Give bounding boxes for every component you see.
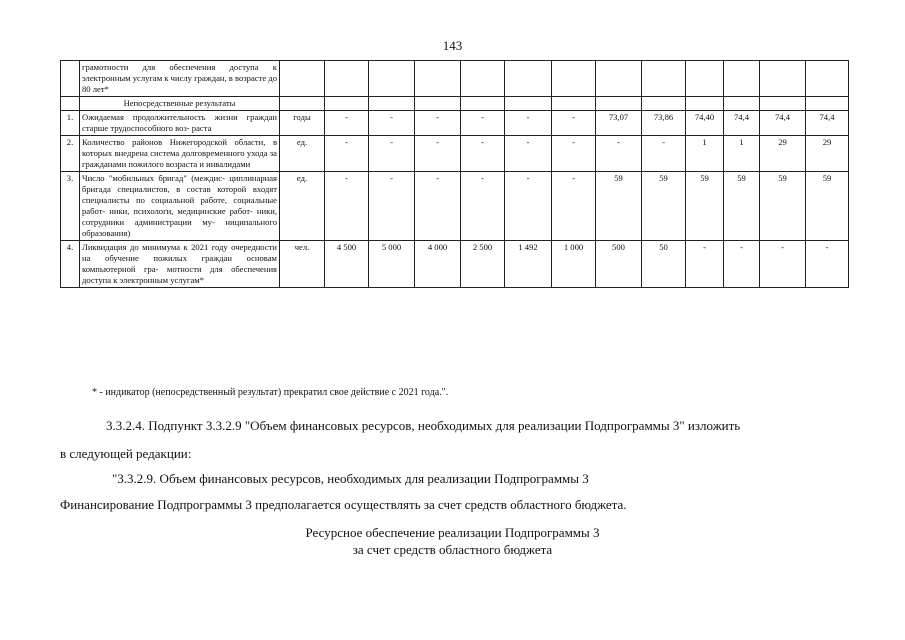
table-cell: [596, 97, 642, 111]
resource-heading-line-1: Ресурсное обеспечение реализации Подпрограммы 3: [305, 525, 600, 540]
table-row: [61, 172, 849, 241]
table-cell: -: [369, 172, 415, 241]
table-cell: [552, 61, 596, 97]
table-cell: [415, 61, 461, 97]
table-cell: [642, 61, 686, 97]
table-cell: [505, 61, 552, 97]
table-cell: [806, 61, 849, 97]
table-row: [61, 61, 849, 97]
table-cell: -: [552, 111, 596, 136]
table-cell: [325, 97, 369, 111]
table-cell: -: [461, 136, 505, 172]
table-cell: 5 000: [369, 241, 415, 288]
indicators-table: [60, 60, 849, 288]
table-cell: [325, 61, 369, 97]
row-description: грамотности для обеспечения доступа к электронным услугам к числу граждан, в возрасте до 80 лет*: [80, 61, 280, 97]
row-unit: ед.: [280, 136, 325, 172]
table-cell: 59: [760, 172, 806, 241]
row-unit: годы: [280, 111, 325, 136]
table-cell: -: [806, 241, 849, 288]
table-cell: -: [461, 111, 505, 136]
table-cell: [61, 97, 80, 111]
row-number: 1.: [61, 111, 80, 136]
table-cell: 50: [642, 241, 686, 288]
table-cell: -: [505, 136, 552, 172]
resource-heading-line-2: за счет средств областного бюджета: [352, 542, 553, 557]
table-row: [61, 111, 849, 136]
table-cell: 59: [724, 172, 760, 241]
table-cell: 74,40: [686, 111, 724, 136]
table-cell: [806, 97, 849, 111]
table-cell: -: [760, 241, 806, 288]
table-cell: -: [642, 136, 686, 172]
table-cell: -: [505, 172, 552, 241]
table-cell: -: [325, 172, 369, 241]
table-cell: 59: [596, 172, 642, 241]
row-number: 4.: [61, 241, 80, 288]
table-cell: -: [369, 111, 415, 136]
table-cell: [686, 61, 724, 97]
table-cell: [280, 97, 325, 111]
table-cell: [760, 97, 806, 111]
table-cell: 500: [596, 241, 642, 288]
table-cell: [61, 61, 80, 97]
table-cell: -: [686, 241, 724, 288]
table-footnote: * - индикатор (непосредственный результат) прекратил свое действие с 2021 года.".: [92, 387, 449, 398]
table-cell: 4 000: [415, 241, 461, 288]
table-cell: [369, 97, 415, 111]
table-cell: 59: [686, 172, 724, 241]
paragraph-amendment: 3.3.2.4. Подпункт 3.3.2.9 "Объем финансовых ресурсов, необходимых для реализации Подпрограммы 3" изложить: [106, 418, 741, 433]
table-cell: 74,4: [806, 111, 849, 136]
table-cell: -: [596, 136, 642, 172]
page-number: 143: [442, 38, 463, 53]
table-cell: 73,86: [642, 111, 686, 136]
row-unit: чел.: [280, 241, 325, 288]
table-cell: -: [369, 136, 415, 172]
table-cell: -: [552, 136, 596, 172]
table-cell: 29: [760, 136, 806, 172]
table-cell: [461, 61, 505, 97]
row-description: Ликвидация до минимума к 2021 году очередности на обучение пожилых граждан основам компьютерной гра- мотности для обеспечения доступа к электронным услугам*: [80, 241, 280, 288]
table-row: [61, 241, 849, 288]
table-cell: [369, 61, 415, 97]
row-description: Ожидаемая продолжительность жизни граждан старше трудоспособного воз- раста: [80, 111, 280, 136]
table-row: [61, 136, 849, 172]
table-cell: 1 000: [552, 241, 596, 288]
row-number: 3.: [61, 172, 80, 241]
table-cell: -: [505, 111, 552, 136]
row-unit: [280, 61, 325, 97]
row-description: Количество районов Нижегородской области, в которых внедрена система долговременного ухода за гражданами пожилого возраста и инвалидами: [80, 136, 280, 172]
table-cell: [642, 97, 686, 111]
table-cell: 74,4: [724, 111, 760, 136]
table-cell: [760, 61, 806, 97]
paragraph-financing: Финансирование Подпрограммы 3 предполагается осуществлять за счет средств областного бюджета.: [60, 497, 627, 512]
table-cell: [552, 97, 596, 111]
table-cell: 59: [806, 172, 849, 241]
table-cell: -: [325, 136, 369, 172]
table-cell: -: [415, 172, 461, 241]
table-cell: -: [461, 172, 505, 241]
table-cell: -: [415, 111, 461, 136]
table-cell: [724, 97, 760, 111]
table-cell: 4 500: [325, 241, 369, 288]
table-cell: 74,4: [760, 111, 806, 136]
paragraph-quoted-subsection: "3.3.2.9. Объем финансовых ресурсов, необходимых для реализации Подпрограммы 3: [112, 471, 589, 486]
table-cell: -: [325, 111, 369, 136]
table-cell: 73,07: [596, 111, 642, 136]
table-cell: 59: [642, 172, 686, 241]
row-description: Число "мобильных бригад" (междис- циплинарная бригада специалистов, в состав которой входят специалисты по социальной работе, социальные работ- ники, психологи, медицинские работ- ники, сотрудники администрации му- ниципального образования): [80, 172, 280, 241]
table-cell: [461, 97, 505, 111]
table-cell: 29: [806, 136, 849, 172]
table-cell: [686, 97, 724, 111]
table-cell: -: [415, 136, 461, 172]
table-cell: [505, 97, 552, 111]
table-cell: -: [552, 172, 596, 241]
table-cell: 2 500: [461, 241, 505, 288]
row-unit: ед.: [280, 172, 325, 241]
table-cell: [596, 61, 642, 97]
table-cell: 1: [724, 136, 760, 172]
table-cell: [415, 97, 461, 111]
table-cell: 1 492: [505, 241, 552, 288]
paragraph-amendment-continuation: в следующей редакции:: [60, 446, 192, 461]
row-number: 2.: [61, 136, 80, 172]
table-cell: [724, 61, 760, 97]
section-row: [61, 97, 849, 111]
table-cell: -: [724, 241, 760, 288]
section-heading: Непосредственные результаты: [80, 97, 280, 111]
table-cell: 1: [686, 136, 724, 172]
